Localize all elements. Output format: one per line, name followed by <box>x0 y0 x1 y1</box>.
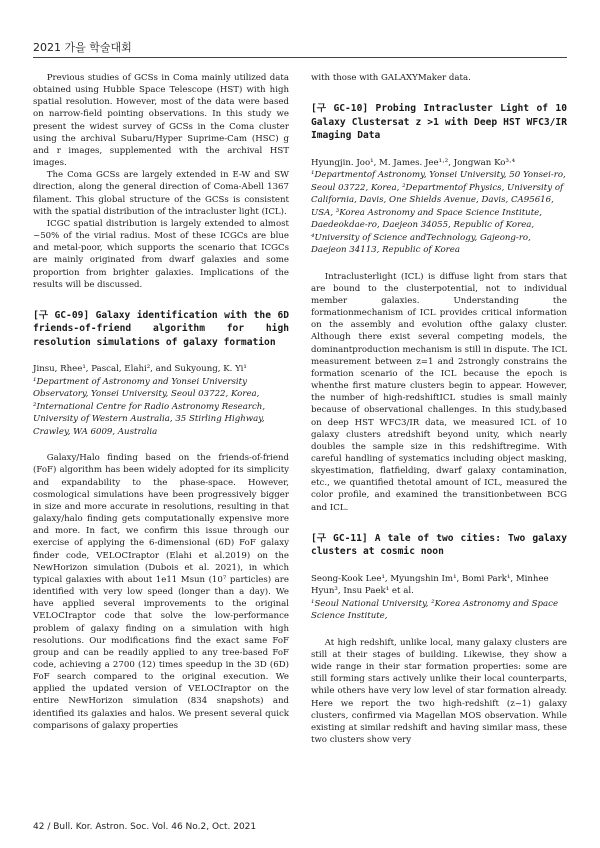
gc11-abstract: At high redshift, unlike local, many galaxy clusters are still at their stages of building. Likewise, they show a wide range in their star formation properties: some are still forming stars actively unlike their local counterparts, while others have very low level of star formation already. Here we report the two high-redshift (z~1) galaxy clusters, confirmed via Magellan MOS observation. While existing at similar redshift and having similar mass, these two clusters show very <box>311 637 567 746</box>
running-header: 2021 가을 학술대회 <box>33 41 132 54</box>
left-column <box>33 72 289 732</box>
page-footer: 42 / Bull. Kor. Astron. Soc. Vol. 46 No.2, Oct. 2021 <box>33 822 257 832</box>
gc10-title: [구 GC-10] Probing Intracluster Light of 10 Galaxy Clustersat z >1 with Deep HST WFC3/IR Imaging Data <box>311 103 567 142</box>
gc09-abstract: Galaxy/Halo finding based on the friends-of-friend (FoF) algorithm has been widely adopted for its simplicity and expandability to the phase-space. However, cosmological simulations have been progressively bigger in size and more accurate in resolutions, resulting in that galaxy/halo finding gets computationally expensive more and more. In fact, we confirm this issue through our exercise of applying the 6-dimensional (6D) FoF galaxy finder code, VELOCIraptor (Elahi et al.2019) on the NewHorizon simulation (Dubois et al. 2021), in which typical galaxies with about 1e11 Msun (10⁷ particles) are identified with very low speed (longer than a day). We have applied several improvements to the original VELOCIraptor code that solve the low-performance problem of galaxy finding on a simulation with high resolutions. Our modifications find the exact same FoF group and can be readily applied to any tree-based FoF code, achieving a 2700 (12) times speedup in the 3D (6D) FoF search compared to the original execution. We applied the updated version of VELOCIraptor on the entire NewHorizon simulation (834 snapshots) and identified its galaxies and halos. We present several quick comparisons of galaxy properties <box>33 453 289 731</box>
intro-paragraph-1: Previous studies of GCSs in Coma mainly utilized data obtained using Hubble Space Telescope (HST) with high spatial resolution. However, most of the data were based on narrow-field pointing observations. In this study we present the widest survey of GCSs in the Coma cluster using the archival Subaru/Hyper Suprime-Cam (HSC) g and r images, supplemented with the archival HST images. <box>33 73 289 169</box>
intro-paragraph-3: ICGC spatial distribution is largely extended to almost ~50% of the virial radius. Most of these ICGCs are blue and metal-poor, which supports the scenario that ICGCs are mainly originated from dwarf galaxies and some proportion from brighter galaxies. Implications of the results will be discussed. <box>33 218 289 290</box>
continuation-text: with those with GALAXYMaker data. <box>311 73 471 83</box>
gc10-affiliations: ¹Departmentof Astronomy, Yonsei University, 50 Yonsei-ro, Seoul 03722, Korea, ²Departmentof Physics, University of California, Davis, One Shields Avenue, Davis, CA95616, USA, ³Korea Astronomy and Space Science Institute, Daedeokdae-ro, Daejeon 34055, Republic of Korea, ⁴University of Science andTechnology, Gajeong-ro, Daejeon 34113, Republic of Korea <box>311 170 566 256</box>
gc09-title: [구 GC-09] Galaxy identification with the 6D friends-of-friend algorithm for high resolution simulations of galaxy formation <box>33 309 289 348</box>
gc10-authors: Hyungjin. Joo¹, M. James. Jee¹·², Jongwan Ko³·⁴ <box>311 157 516 168</box>
header-rule <box>33 57 567 58</box>
gc11-affiliations: ¹Seoul National University, ²Korea Astronomy and Space Science Institute, <box>311 598 559 622</box>
gc11-title: [구 GC-11] A tale of two cities: Two galaxy clusters at cosmic noon <box>311 532 567 558</box>
gc09-authors: Jinsu, Rhee¹, Pascal, Elahi², and Sukyoung, K. Yi¹ <box>33 364 247 375</box>
intro-paragraph-2: The Coma GCSs are largely extended in E-W and SW direction, along the general direction of Coma-Abell 1367 filament. This global structure of the GCSs is consistent with the spatial distribution of the intracluster light (ICL). <box>33 170 289 217</box>
gc11-authors: Seong-Kook Lee¹, Myungshin Im¹, Bomi Park¹, Minhee Hyun³, Insu Paek¹ et al. <box>311 573 549 597</box>
right-column <box>311 72 567 746</box>
gc10-abstract: Intraclusterlight (ICL) is diffuse light from stars that are bound to the clusterpotential, not to individual member galaxies. Understanding the formationmechanism of ICL provides critical information on the assembly and evolution ofthe galaxy cluster. Although there exist several competing models, the dominantproduction mechanism is still in dispute. The ICL measurement between z=1 and 2strongly constrains the formation scenario of the ICL because the epoch is whenthe first mature clusters begin to appear. However, the number of high-redshiftICL studies is small mainly because of observational challenges. In this study,based on deep HST WFC3/IR data, we measured ICL of 10 galaxy clusters atredshift beyond unity, which nearly doubles the sample size in this redshiftregime. With careful handling of systematics including object masking, skyestimation, flatfielding, dwarf galaxy contamination, etc., we quantified thetotal amount of ICL, measured the color profile, and examined the transitionbetween BCG and ICL. <box>311 271 567 513</box>
gc09-affiliations: ¹Department of Astronomy and Yonsei University Observatory, Yonsei University, Seoul 03722, Korea, ²International Centre for Radio Astronomy Research, University of Western Australia, 35 Stirling Highway, Crawley, WA 6009, Australia <box>33 376 266 437</box>
